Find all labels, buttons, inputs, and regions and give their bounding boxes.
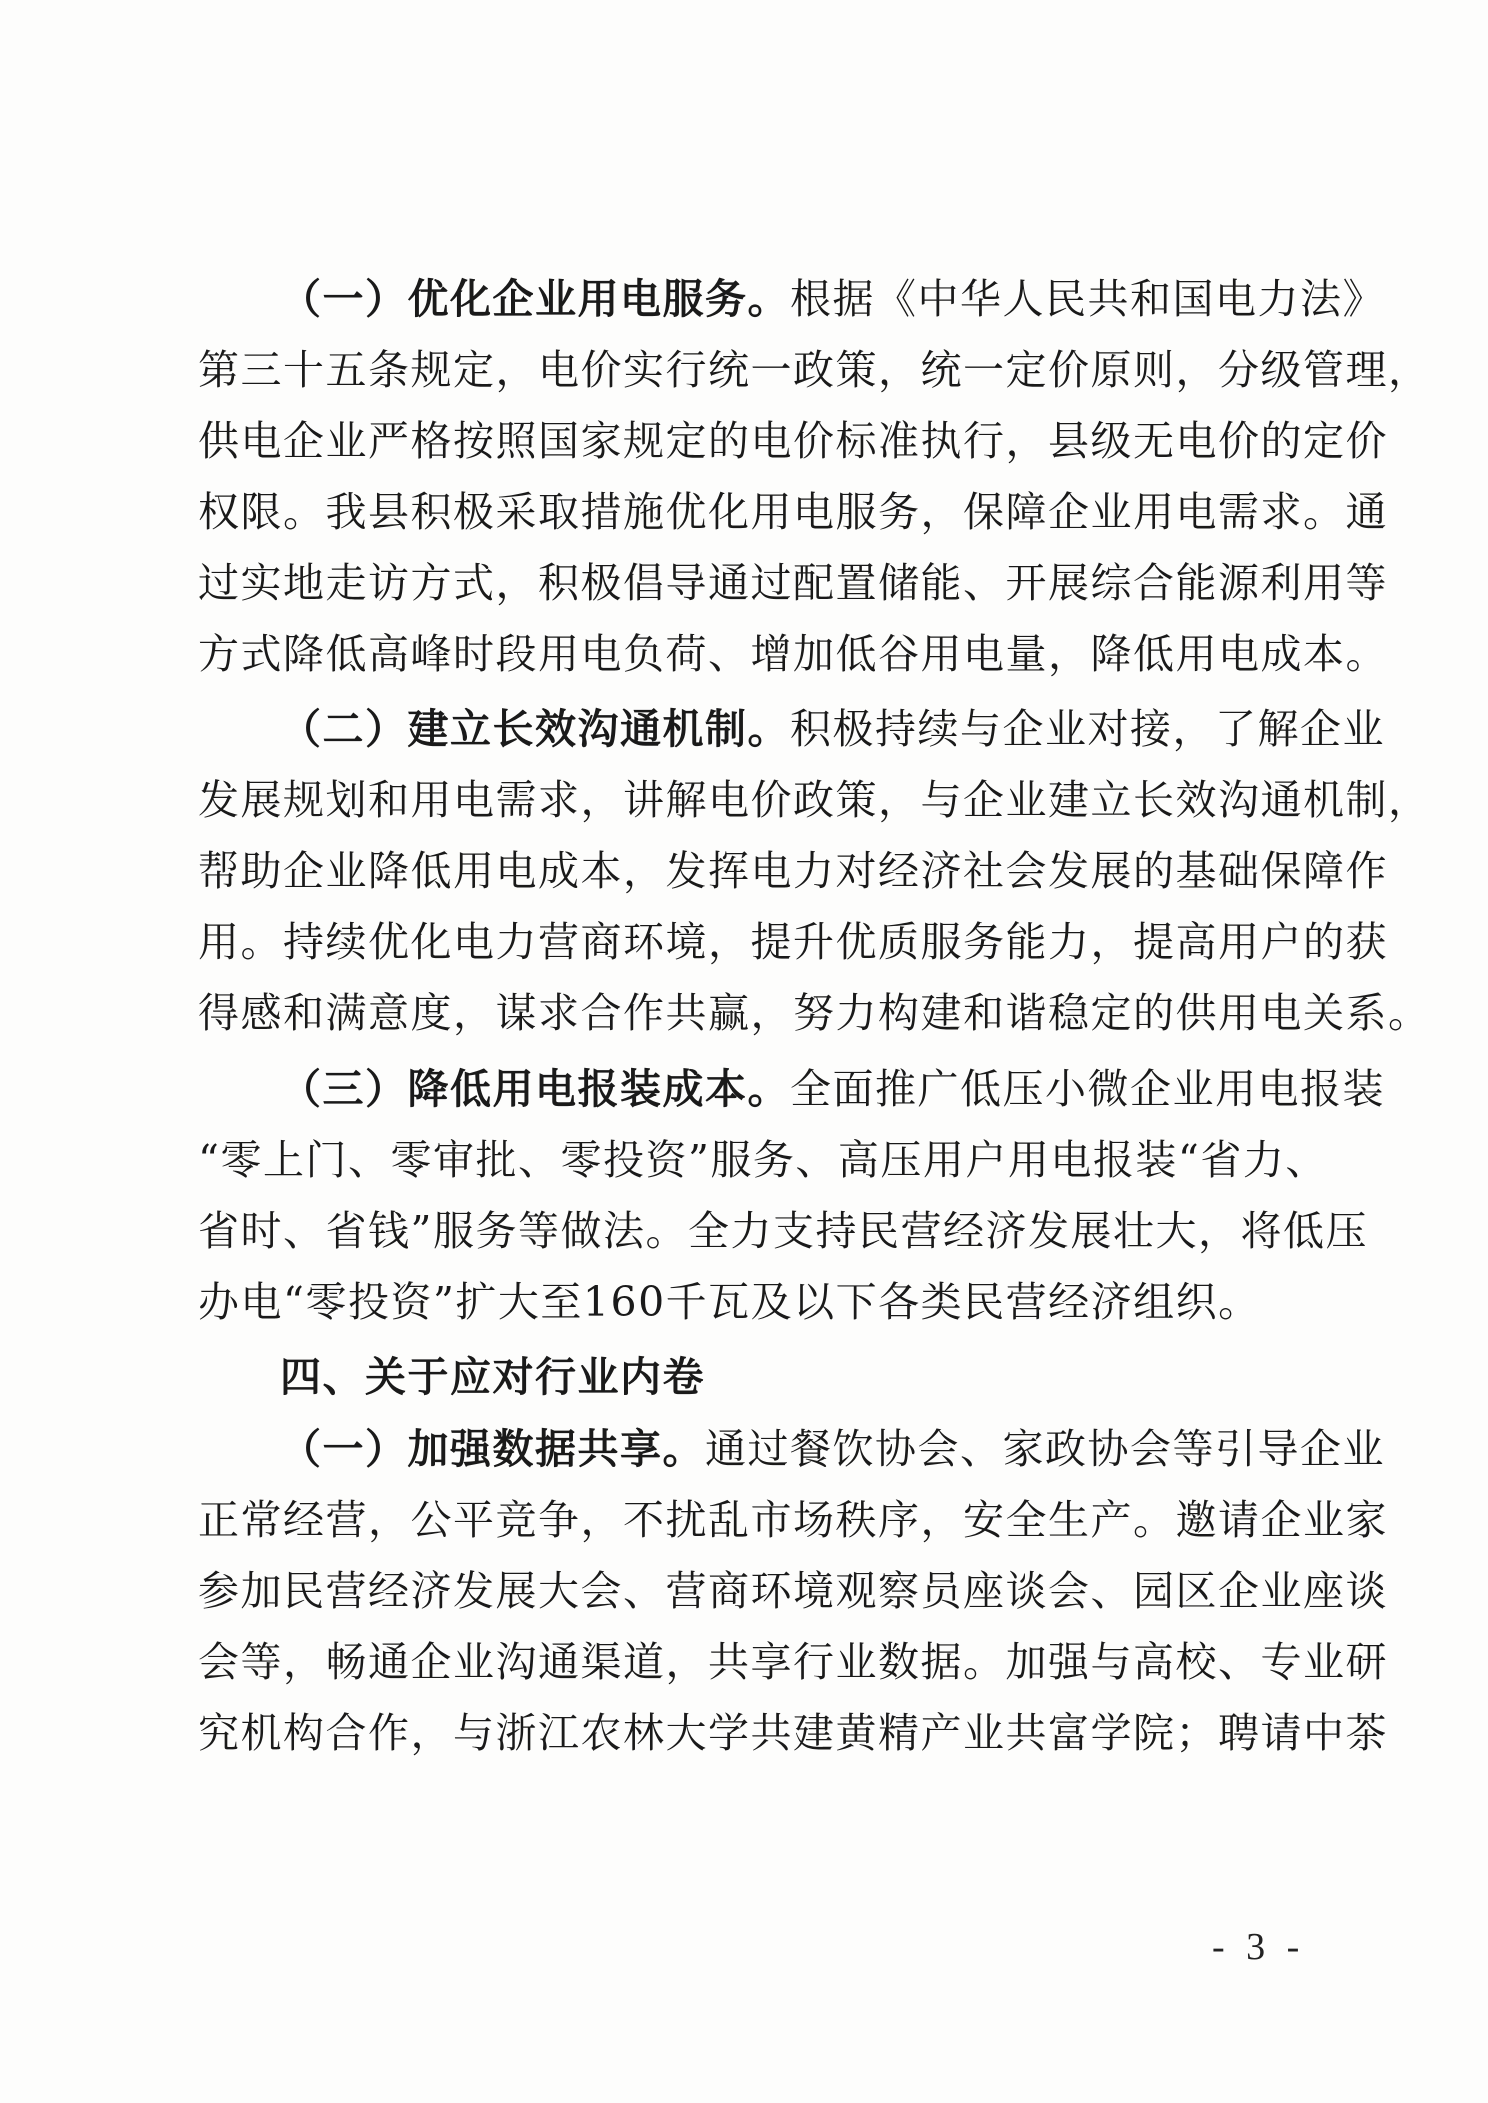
paragraph-3-text: 全面推广低压小微企业用电报装 xyxy=(790,1065,1385,1113)
paragraph-3-line-3: 省时、省钱”服务等做法。全力支持民营经济发展壮大，将低压 xyxy=(198,1207,1368,1255)
paragraph-1-line-1 xyxy=(280,272,1385,326)
paragraph-1-text: 根据《中华人民共和国电力法》 xyxy=(790,275,1385,323)
page-number: - 3 - xyxy=(1212,1926,1306,1968)
paragraph-1-line-4: 权限。我县积极采取措施优化用电服务，保障企业用电需求。通 xyxy=(198,488,1388,536)
paragraph-2-line-1 xyxy=(280,702,1385,756)
paragraph-4-text: 通过餐饮协会、家政协会等引导企业 xyxy=(705,1425,1385,1473)
paragraph-1-line-2: 第三十五条规定，电价实行统一政策，统一定价原则，分级管理， xyxy=(198,346,1431,394)
paragraph-4-line-3: 参加民营经济发展大会、营商环境观察员座谈会、园区企业座谈 xyxy=(198,1567,1388,1615)
paragraph-1-line-3: 供电企业严格按照国家规定的电价标准执行，县级无电价的定价 xyxy=(198,417,1388,465)
paragraph-2-heading: （二）建立长效沟通机制。 xyxy=(280,705,790,753)
paragraph-3-heading: （三）降低用电报装成本。 xyxy=(280,1065,790,1113)
paragraph-4-line-5: 究机构合作，与浙江农林大学共建黄精产业共富学院；聘请中茶 xyxy=(198,1709,1388,1757)
paragraph-2-line-5: 得感和满意度，谋求合作共赢，努力构建和谐稳定的供用电关系。 xyxy=(198,989,1431,1037)
paragraph-1-heading: （一）优化企业用电服务。 xyxy=(280,275,790,323)
paragraph-2-line-2: 发展规划和用电需求，讲解电价政策，与企业建立长效沟通机制， xyxy=(198,776,1431,824)
paragraph-4-line-4: 会等，畅通企业沟通渠道，共享行业数据。加强与高校、专业研 xyxy=(198,1638,1388,1686)
paragraph-4-line-2: 正常经营，公平竞争，不扰乱市场秩序，安全生产。邀请企业家 xyxy=(198,1496,1388,1544)
paragraph-2-line-3: 帮助企业降低用电成本，发挥电力对经济社会发展的基础保障作 xyxy=(198,847,1388,895)
paragraph-2-line-4: 用。持续优化电力营商环境，提升优质服务能力，提高用户的获 xyxy=(198,918,1388,966)
paragraph-4-heading: （一）加强数据共享。 xyxy=(280,1425,705,1473)
paragraph-1-line-6: 方式降低高峰时段用电负荷、增加低谷用电量，降低用电成本。 xyxy=(198,630,1388,678)
paragraph-1-line-5: 过实地走访方式，积极倡导通过配置储能、开展综合能源利用等 xyxy=(198,559,1388,607)
paragraph-4-line-1 xyxy=(280,1422,1385,1476)
section-4-title: 四、关于应对行业内卷 xyxy=(280,1353,705,1401)
paragraph-3-line-1 xyxy=(280,1062,1385,1116)
paragraph-3-line-2: “零上门、零审批、零投资”服务、高压用户用电报装“省力、 xyxy=(198,1136,1328,1184)
paragraph-3-line-4: 办电“零投资”扩大至160千瓦及以下各类民营经济组织。 xyxy=(198,1278,1261,1326)
paragraph-2-text: 积极持续与企业对接，了解企业 xyxy=(790,705,1385,753)
